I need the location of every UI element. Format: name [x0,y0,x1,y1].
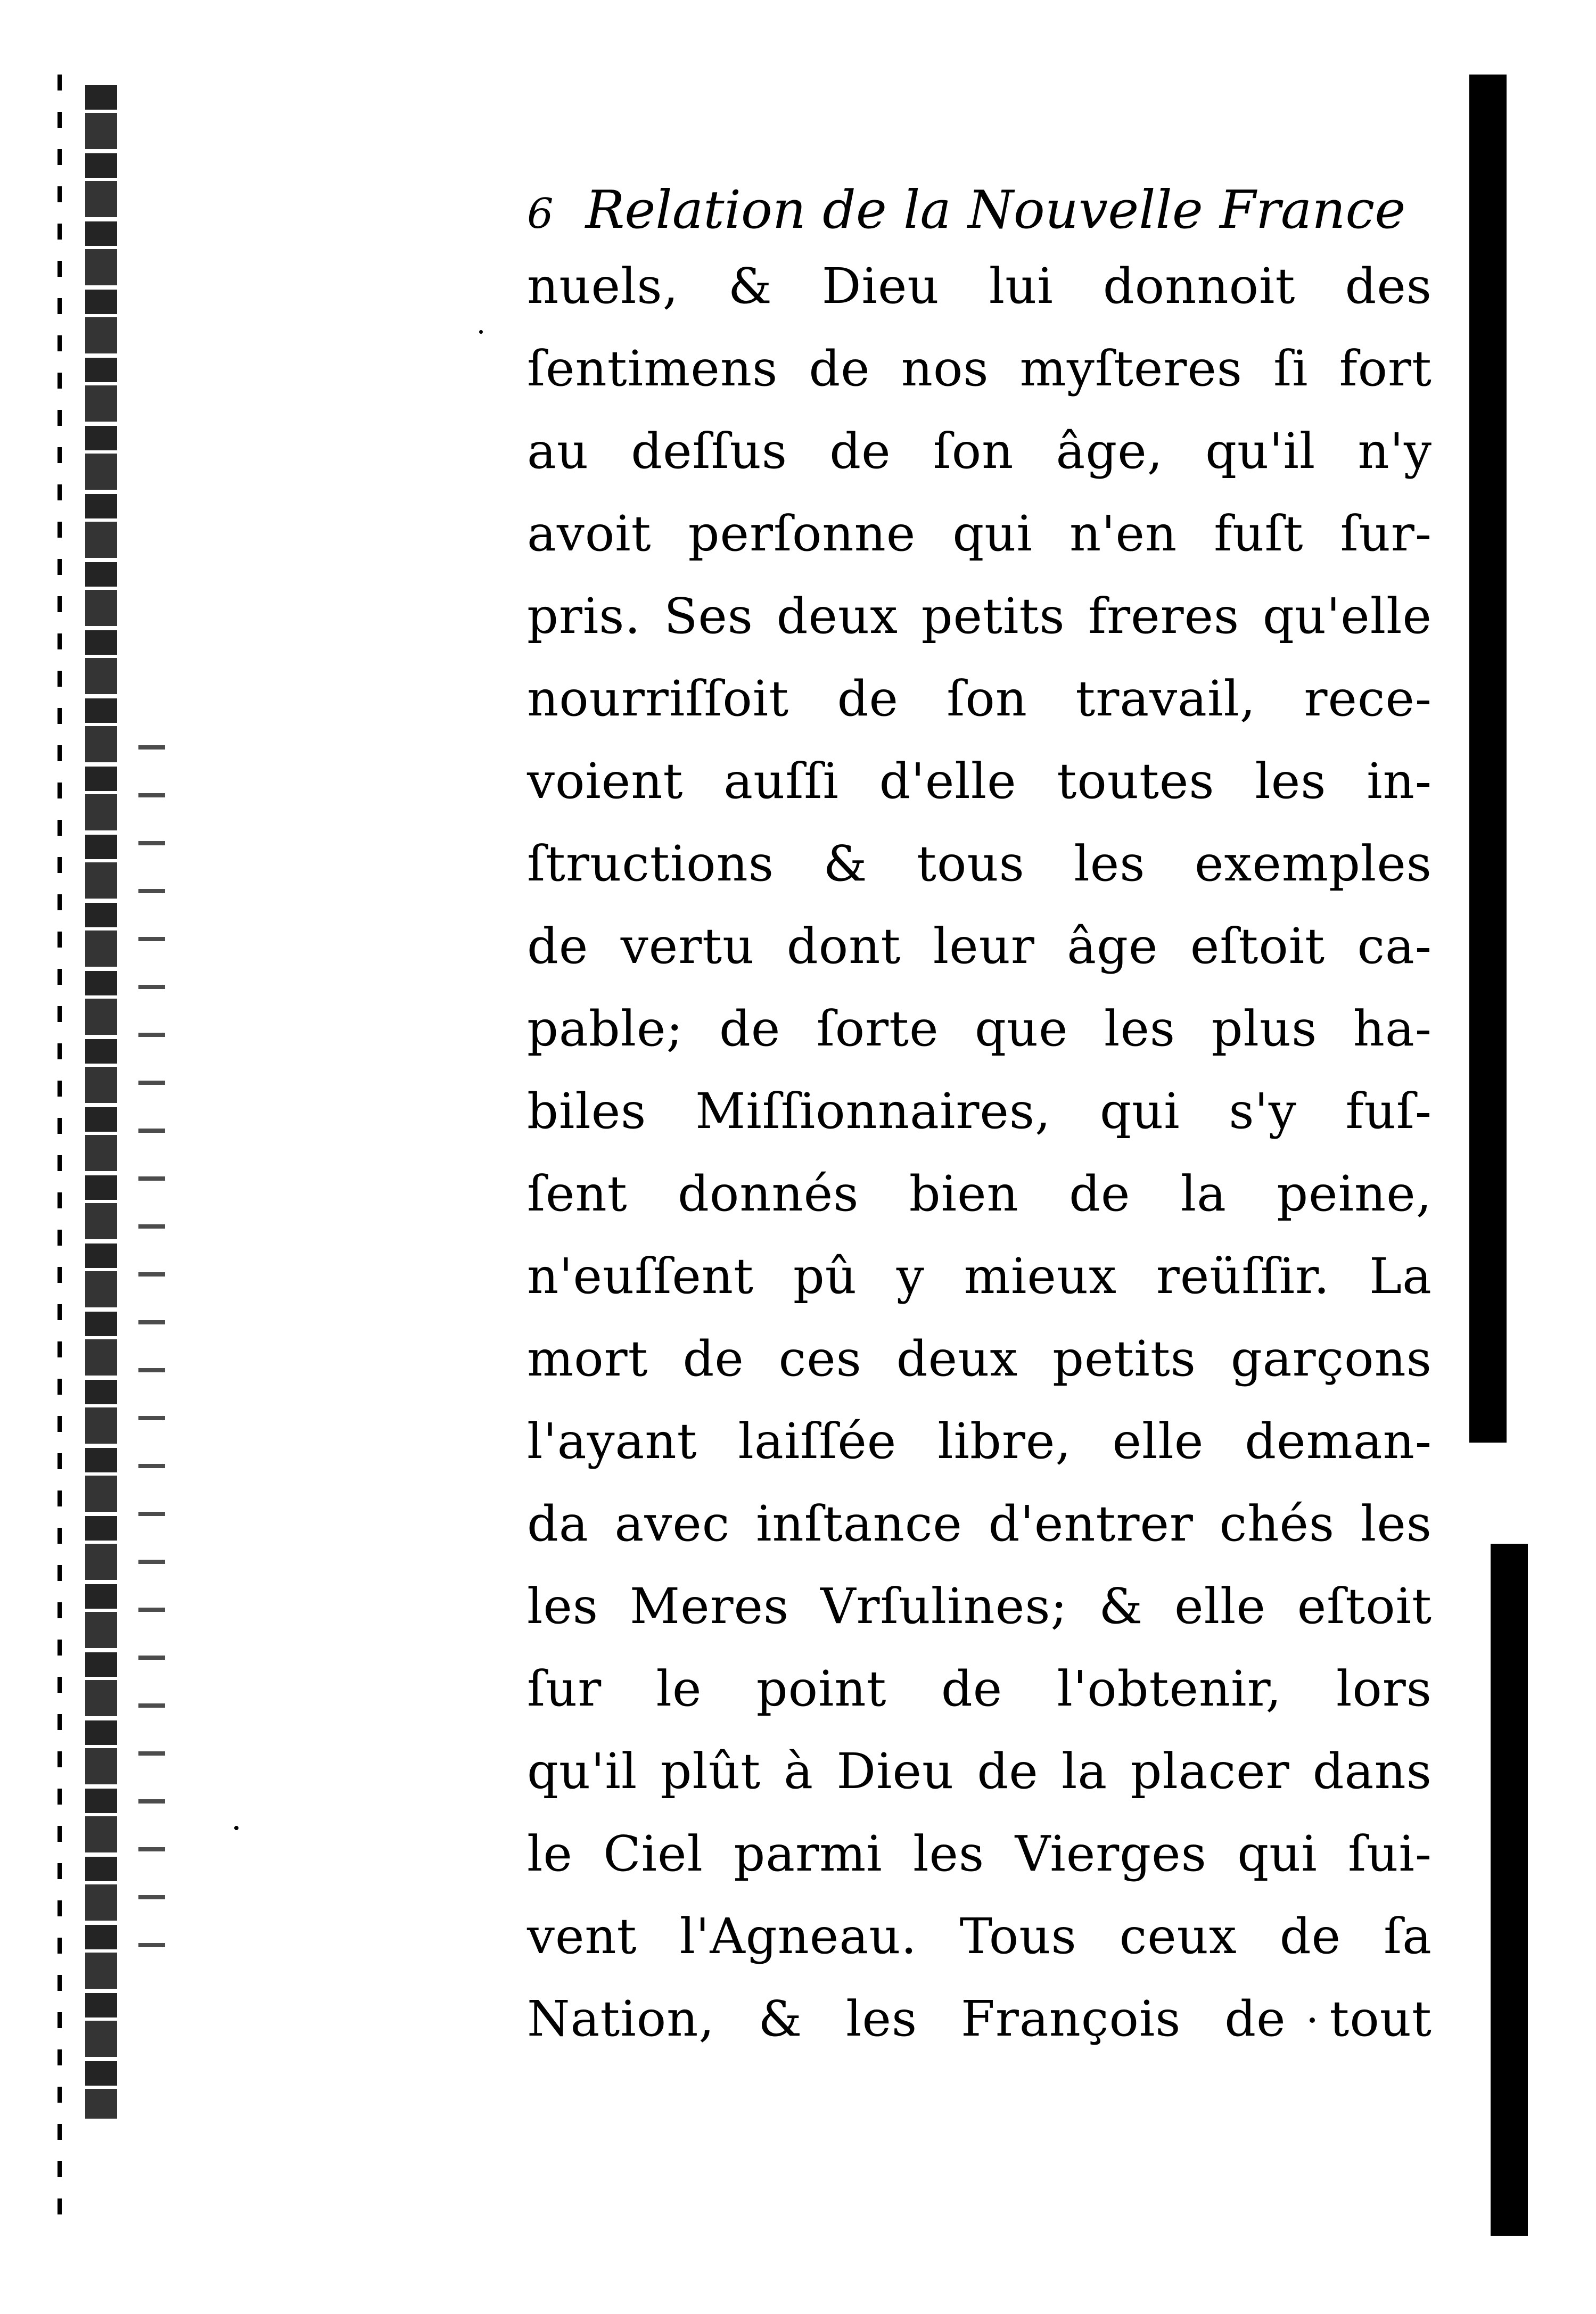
text-line: au deſſus de ſon âge, qu'il n'y [527,423,1432,480]
text-line: ſent donnés bien de la peine, [527,1165,1432,1222]
scan-noise-left [138,745,165,1970]
text-line: Nation, & les François de tout [527,1990,1432,2047]
text-line: n'euſſent pû y mieux reüſſir. La [527,1248,1432,1305]
text-line: nuels, & Dieu lui donnoit des [527,258,1432,315]
text-line: biles Miſſionnaires, qui s'y fuſ- [527,1083,1432,1140]
text-line: les Meres Vrſulines; & elle eſtoit [527,1578,1432,1635]
text-line: pris. Ses deux petits freres qu'elle [527,588,1432,645]
text-block [527,176,1432,2060]
scan-edge-left-thin [57,75,62,2225]
text-line: pable; de ſorte que les plus ha- [527,1000,1432,1057]
text-line: avoit perſonne qui n'en fuſt ſur- [527,505,1432,562]
scan-speck [479,330,483,334]
text-line: da avec inſtance d'entrer chés les [527,1495,1432,1552]
text-line: l'ayant laiſſée libre, elle deman- [527,1413,1432,1470]
running-head [527,176,1432,245]
text-line: ſentimens de nos myſteres ſi fort [527,340,1432,397]
text-line: de vertu dont leur âge eſtoit ca- [527,918,1432,975]
text-line: vent l'Agneau. Tous ceux de ſa [527,1908,1432,1965]
scan-edge-right-top [1469,75,1507,1443]
scan-speck [234,1826,238,1830]
scan-edge-left [85,85,117,2119]
scan-edge-right-bottom [1491,1544,1528,2236]
text-line: mort de ces deux petits garçons [527,1330,1432,1387]
text-line: nourriſſoit de ſon travail, rece- [527,670,1432,727]
text-line: le Ciel parmi les Vierges qui ſui- [527,1825,1432,1882]
text-line: ſur le point de l'obtenir, lors [527,1660,1432,1717]
running-title: Relation de la Nouvelle France [585,180,1406,241]
text-line: qu'il plût à Dieu de la placer dans [527,1743,1432,1800]
page-number: 6 [527,190,554,238]
text-line: ſtructions & tous les exemples [527,835,1432,892]
text-line: voient auſſi d'elle toutes les in- [527,753,1432,810]
